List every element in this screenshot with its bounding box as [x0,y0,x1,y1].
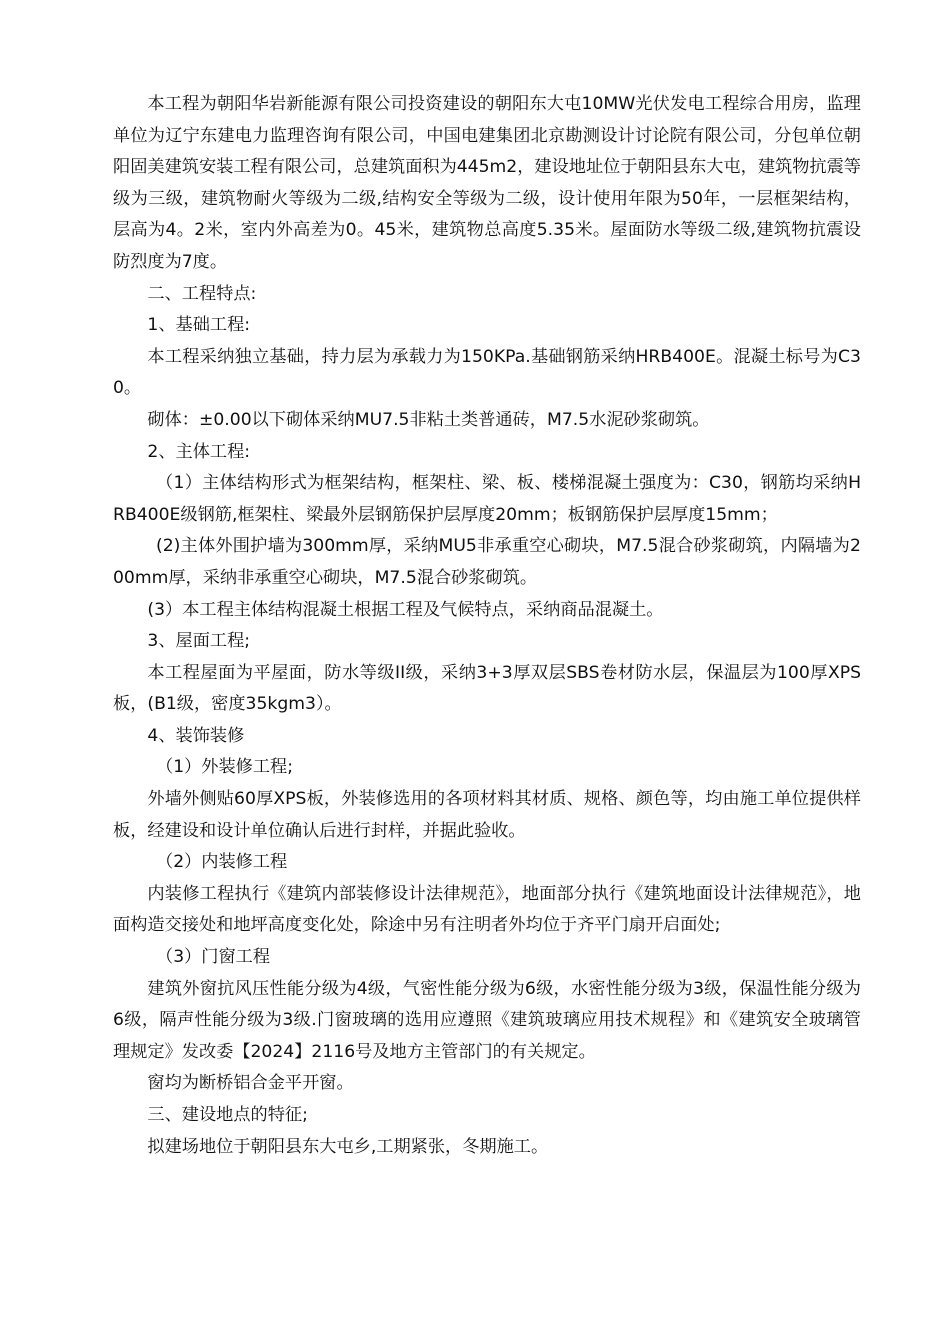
heading-project-features: 二、工程特点: [147,283,257,304]
paragraph-windows-type: 窗均为断桥铝合金平开窗。 [147,1073,354,1094]
paragraph-foundation: 本工程采纳独立基础，持力层为承载力为150KPa.基础钢筋采纳HRB400E。混凝土标号为C30。 [113,346,861,399]
paragraph-roof: 本工程屋面为平屋面，防水等级II级，采纳3+3厚双层SBS卷材防水层，保温层为100厚XPS板，(B1级，密度35kgm3）。 [113,662,861,715]
paragraph-masonry: 砌体：±0.00以下砌体采纳MU7.5非粘土类普通砖，M7.5水泥砂浆砌筑。 [147,409,710,430]
document-body [113,89,861,1163]
paragraph-site-features: 拟建场地位于朝阳县东大屯乡,工期紧张，冬期施工。 [147,1136,549,1157]
heading-site-features: 三、建设地点的特征; [147,1105,308,1125]
paragraph-structure-2: (2)主体外围护墙为300mm厚，采纳MU5非承重空心砌块，M7.5混合砂浆砌筑，内隔墙为200mm厚，采纳非承重空心砌块，M7.5混合砂浆砌筑。 [113,536,861,588]
paragraph-interior-finish: 内装修工程执行《建筑内部装修设计法律规范》，地面部分执行《建筑地面设计法律规范》，地面构造交接处和地坪高度变化处，除途中另有注明者外均位于齐平门扇开启面处; [113,883,861,936]
heading-exterior-finish: （1）外装修工程; [156,757,294,778]
heading-main-structure: 2、主体工程: [147,441,251,462]
paragraph-project-overview: 本工程为朝阳华岩新能源有限公司投资建设的朝阳东大屯10MW光伏发电工程综合用房，监理单位为辽宁东建电力监理咨询有限公司，中国电建集团北京勘测设计讨论院有限公司，分包单位朝阳固美建筑安装工程有限公司，总建筑面积为445m2，建设地址位于朝阳县东大屯，建筑物抗震等级为三级，建筑物耐火等级为二级,结构安全等级为二级，设计使用年限为50年，一层框架结构，层高为4。2米，室内外高差为0。45米，建筑物总高度5.35米。屋面防水等级二级,建筑物抗震设防烈度为7度。 [113,94,861,272]
heading-decoration: 4、装饰装修 [147,725,245,746]
paragraph-exterior-finish: 外墙外侧贴60厚XPS板，外装修选用的各项材料其材质、规格、颜色等，均由施工单位提供样板，经建设和设计单位确认后进行封样，并据此验收。 [113,789,861,841]
heading-interior-finish: （2）内装修工程 [156,852,288,873]
heading-roof: 3、屋面工程; [147,631,251,652]
heading-foundation: 1、基础工程: [147,315,251,336]
heading-doors-windows: （3）门窗工程 [156,947,271,968]
paragraph-doors-windows: 建筑外窗抗风压性能分级为4级，气密性能分级为6级，水密性能分级为3级，保温性能分级为6级，隔声性能分级为3级.门窗玻璃的选用应遵照《建筑玻璃应用技术规程》和《建筑安全玻璃管理规定》发改委【2024】2116号及地方主管部门的有关规定。 [113,978,861,1062]
paragraph-structure-3: (3）本工程主体结构混凝土根据工程及气候特点，采纳商品混凝土。 [147,599,664,620]
paragraph-structure-1: （1）主体结构形式为框架结构，框架柱、梁、板、楼梯混凝土强度为：C30，钢筋均采纳HRB400E级钢筋,框架柱、梁最外层钢筋保护层厚度20mm；板钢筋保护层厚度15mm； [113,473,861,525]
